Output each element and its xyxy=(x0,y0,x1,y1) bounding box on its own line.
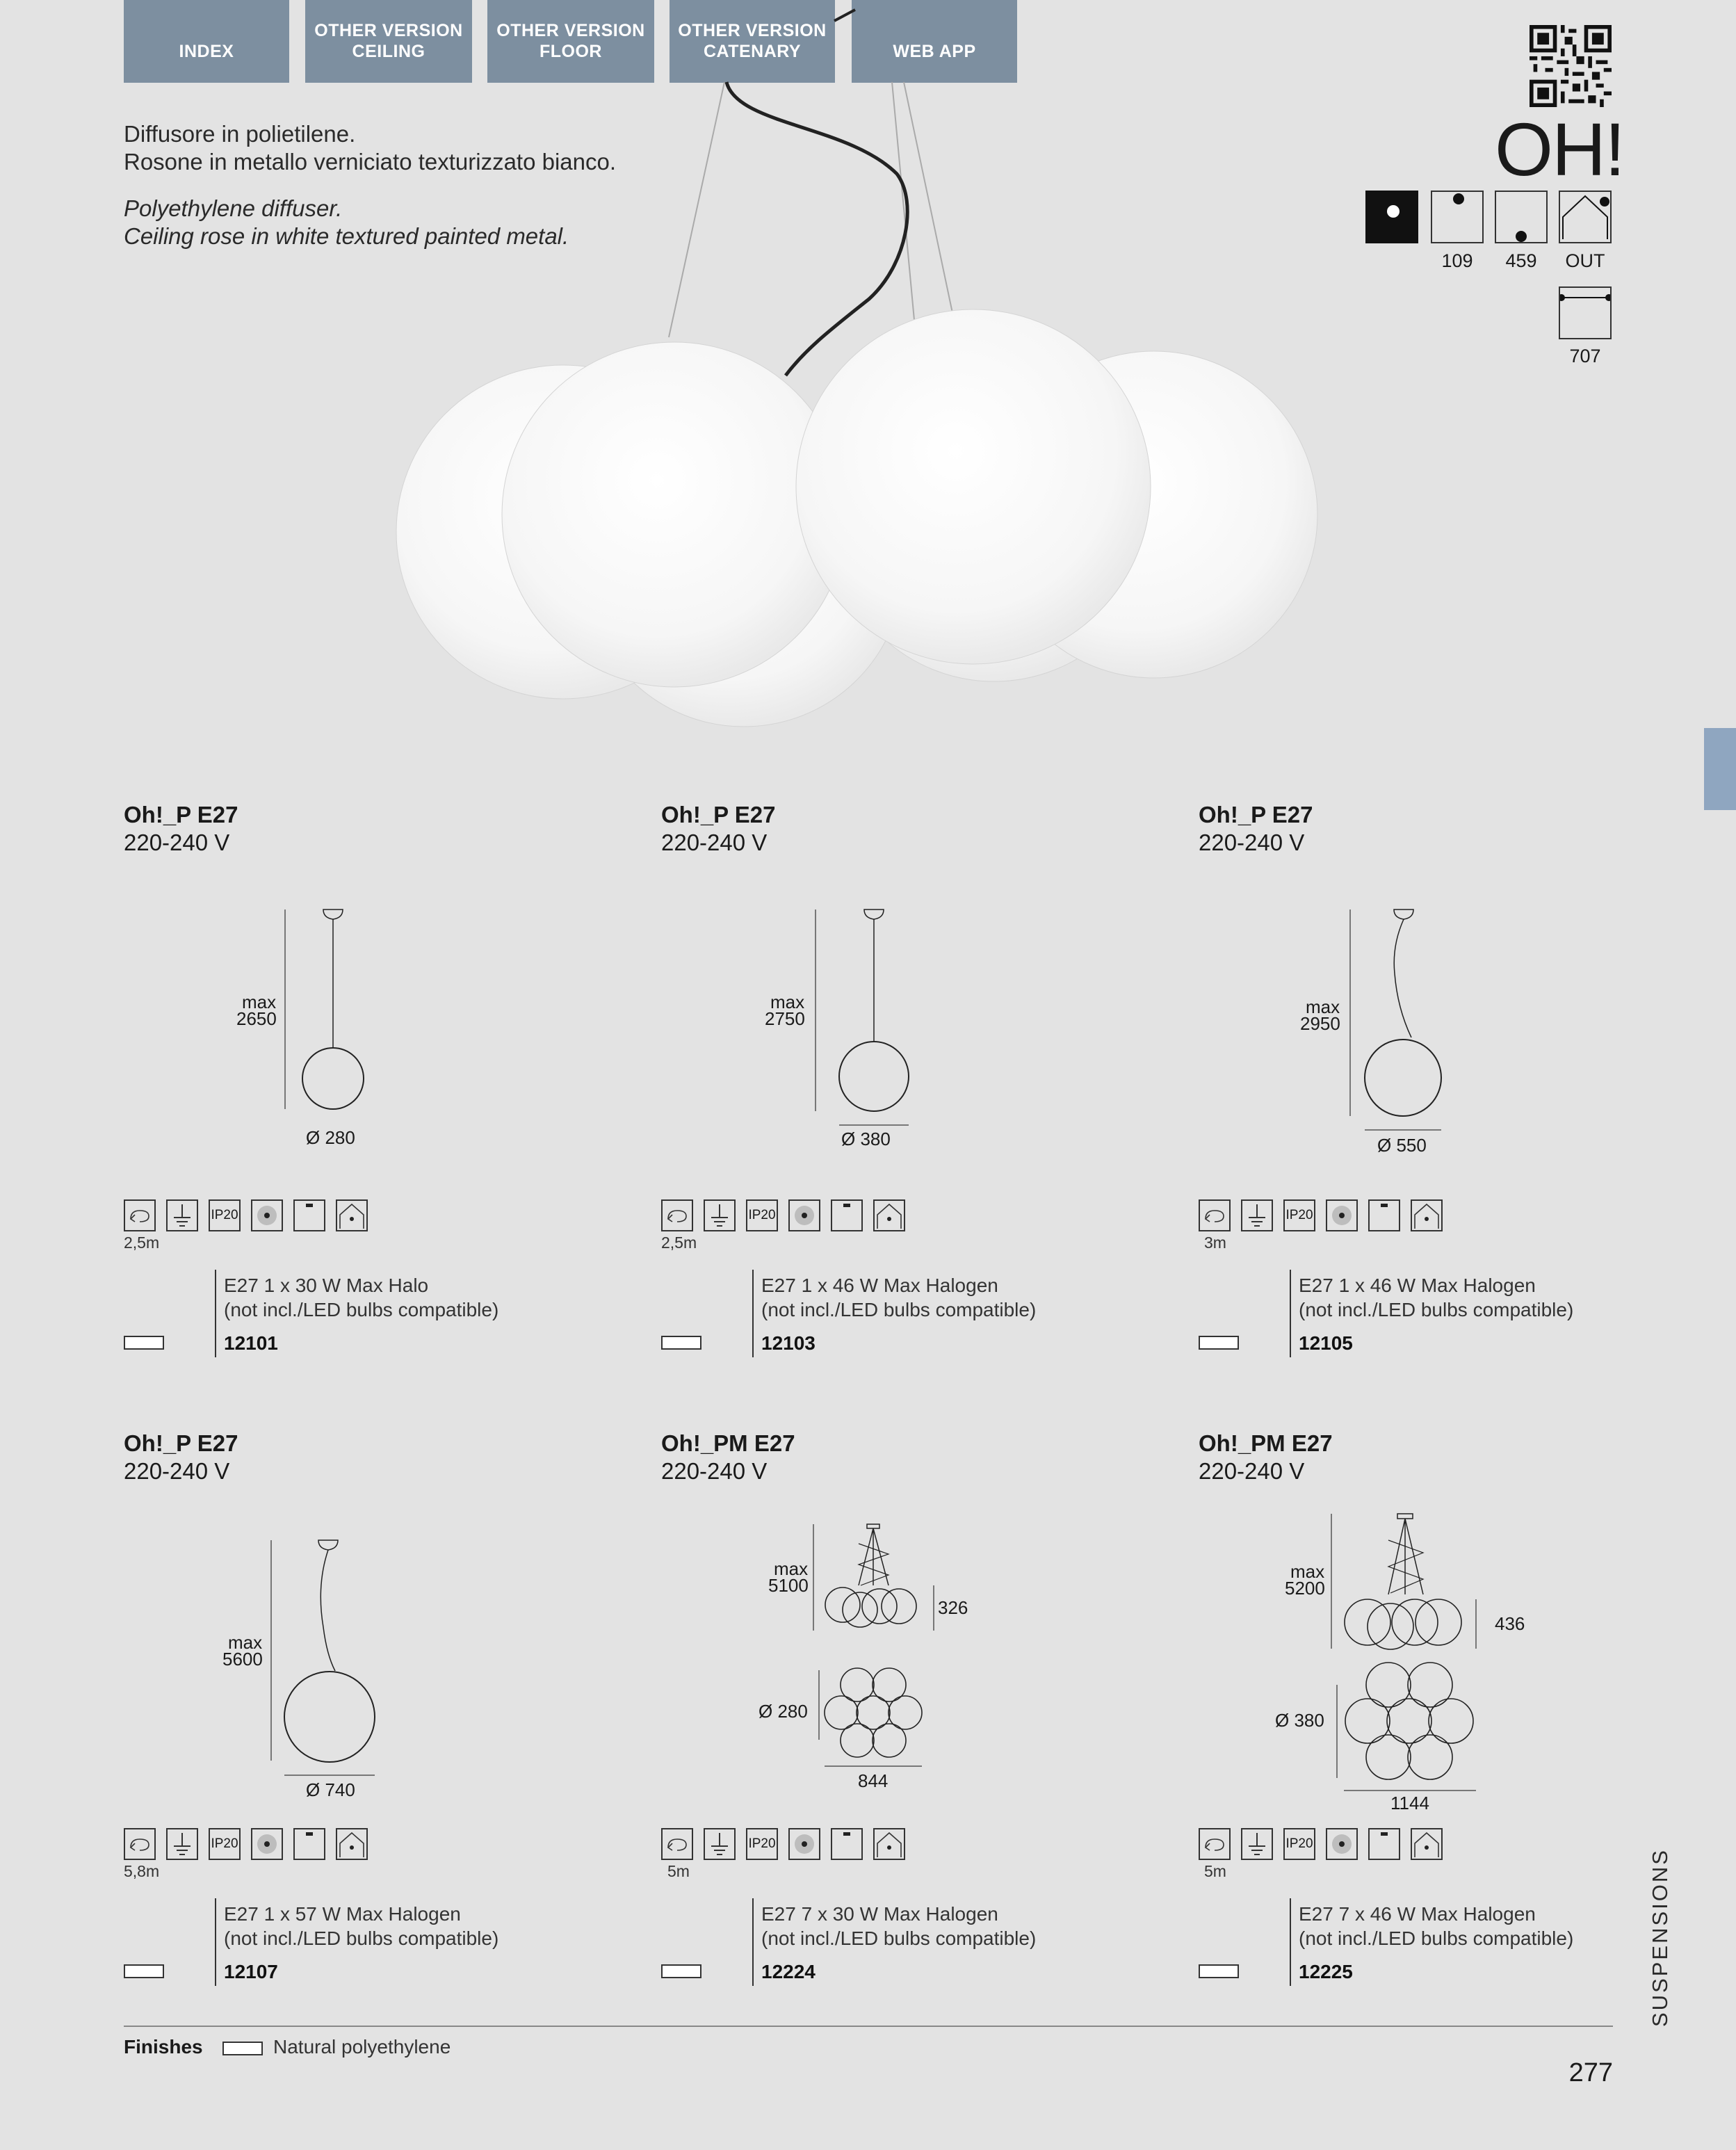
indoor-use-icon xyxy=(336,1828,368,1860)
ip-rating-icon: IP20 xyxy=(209,1828,241,1860)
indoor-use-icon xyxy=(1411,1828,1443,1860)
max-height: 2650 xyxy=(236,1008,277,1029)
item-voltage: 220-240 V xyxy=(124,830,230,855)
max-label: max xyxy=(1306,996,1340,1017)
item-drawing xyxy=(806,1516,946,1780)
spec-divider xyxy=(215,1270,216,1357)
ceiling-mount-icon xyxy=(293,1828,325,1860)
spec-note: (not incl./LED bulbs compatible) xyxy=(1299,1299,1574,1320)
ceiling-mount-icon xyxy=(1368,1199,1400,1231)
bulb-type-icon xyxy=(251,1828,283,1860)
ceiling-mount-icon xyxy=(1368,1828,1400,1860)
cable-length-icon xyxy=(1199,1199,1231,1231)
finish-name: Natural polyethylene xyxy=(273,2036,451,2058)
page-number: 277 xyxy=(1568,2058,1613,2087)
finish-swatch xyxy=(1199,1336,1239,1350)
nav-line2: CEILING xyxy=(352,42,425,61)
ip-rating-icon: IP20 xyxy=(209,1199,241,1231)
indoor-use-icon xyxy=(873,1199,905,1231)
cable-length-icon xyxy=(124,1828,156,1860)
spec-divider xyxy=(215,1898,216,1986)
ceiling-mount-icon xyxy=(293,1199,325,1231)
nav-line1: OTHER VERSION xyxy=(496,21,645,40)
max-label: max xyxy=(770,992,805,1012)
mount-code: 707 xyxy=(1569,346,1601,366)
max-label: max xyxy=(242,992,277,1012)
intro-italian-1: Diffusore in polietilene. xyxy=(124,121,356,147)
product-hero-image xyxy=(0,0,1736,765)
section-label: SUSPENSIONS xyxy=(1648,1848,1672,2027)
ceiling-mount-icon xyxy=(831,1828,863,1860)
max-height: 5100 xyxy=(768,1575,809,1596)
product-title: OH! xyxy=(1495,107,1625,191)
cable-length: 2,5m xyxy=(661,1234,697,1252)
intro-english-2: Ceiling rose in white textured painted metal. xyxy=(124,223,569,249)
finish-swatch xyxy=(661,1336,701,1350)
max-label: max xyxy=(774,1558,809,1579)
diameter: Ø 280 xyxy=(306,1127,355,1148)
item-voltage: 220-240 V xyxy=(124,1458,230,1484)
cluster-width: 1144 xyxy=(1390,1793,1429,1813)
spec-divider xyxy=(752,1898,754,1986)
mount-code: 109 xyxy=(1441,250,1473,271)
intro-english-1: Polyethylene diffuser. xyxy=(124,195,343,221)
cable-length: 5,8m xyxy=(124,1862,160,1880)
product-code: 12105 xyxy=(1299,1332,1353,1354)
item-drawing xyxy=(1324,1505,1491,1797)
indoor-use-icon xyxy=(1411,1199,1443,1231)
diameter: Ø 740 xyxy=(306,1779,355,1800)
item-voltage: 220-240 V xyxy=(1199,1458,1305,1484)
spec-bulb: E27 7 x 30 W Max Halogen xyxy=(761,1903,998,1925)
product-code: 12225 xyxy=(1299,1961,1353,1982)
finish-swatch xyxy=(1199,1964,1239,1978)
product-code: 12107 xyxy=(224,1961,278,1982)
bulb-type-icon xyxy=(788,1828,820,1860)
spec-note: (not incl./LED bulbs compatible) xyxy=(224,1299,499,1320)
item-voltage: 220-240 V xyxy=(661,830,768,855)
finish-swatch xyxy=(222,2042,263,2055)
indoor-use-icon xyxy=(336,1199,368,1231)
finishes-label: Finishes xyxy=(124,2036,203,2058)
cable-length-icon xyxy=(661,1199,693,1231)
footer-divider xyxy=(124,2026,1613,2027)
item-drawing xyxy=(1342,904,1453,1140)
spec-bulb: E27 7 x 46 W Max Halogen xyxy=(1299,1903,1536,1925)
spec-bulb: E27 1 x 57 W Max Halogen xyxy=(224,1903,461,1925)
cluster-height: 326 xyxy=(938,1597,968,1618)
max-height: 2750 xyxy=(765,1008,805,1029)
spec-bulb: E27 1 x 46 W Max Halogen xyxy=(1299,1275,1536,1296)
item-voltage: 220-240 V xyxy=(1199,830,1305,855)
cable-length: 5m xyxy=(1204,1862,1226,1880)
ip-rating-icon: IP20 xyxy=(746,1199,778,1231)
nav-line2: INDEX xyxy=(179,42,234,61)
nav-line1: OTHER VERSION xyxy=(314,21,463,40)
cable-length-icon xyxy=(124,1199,156,1231)
spec-note: (not incl./LED bulbs compatible) xyxy=(761,1927,1037,1949)
item-name: Oh!_P E27 xyxy=(124,1430,238,1456)
product-code: 12224 xyxy=(761,1961,816,1982)
bulb-type-icon xyxy=(251,1199,283,1231)
max-height: 2950 xyxy=(1300,1013,1340,1034)
item-name: Oh!_P E27 xyxy=(661,802,776,827)
diameter: Ø 380 xyxy=(841,1129,891,1149)
item-name: Oh!_P E27 xyxy=(1199,802,1313,827)
ip-rating-icon: IP20 xyxy=(746,1828,778,1860)
ceiling-mount-icon xyxy=(831,1199,863,1231)
earth-ground-icon xyxy=(704,1828,736,1860)
spec-note: (not incl./LED bulbs compatible) xyxy=(224,1927,499,1949)
finish-swatch xyxy=(661,1964,701,1978)
indoor-use-icon xyxy=(873,1828,905,1860)
diameter: Ø 550 xyxy=(1377,1135,1427,1156)
cluster-width: 844 xyxy=(858,1770,889,1791)
item-drawing xyxy=(271,904,382,1120)
finish-swatch xyxy=(124,1336,164,1350)
cable-length-icon xyxy=(1199,1828,1231,1860)
item-name: Oh!_P E27 xyxy=(124,802,238,827)
item-name: Oh!_PM E27 xyxy=(661,1430,795,1456)
earth-ground-icon xyxy=(704,1199,736,1231)
spec-bulb: E27 1 x 46 W Max Halogen xyxy=(761,1275,998,1296)
intro-italian-2: Rosone in metallo verniciato texturizzato bianco. xyxy=(124,149,617,175)
spec-divider xyxy=(752,1270,754,1357)
item-drawing xyxy=(806,904,918,1133)
earth-ground-icon xyxy=(1241,1199,1273,1231)
max-label: max xyxy=(228,1632,263,1653)
item-voltage: 220-240 V xyxy=(661,1458,768,1484)
product-code: 12103 xyxy=(761,1332,816,1354)
item-drawing xyxy=(257,1530,389,1794)
spec-note: (not incl./LED bulbs compatible) xyxy=(761,1299,1037,1320)
diameter: Ø 380 xyxy=(1275,1710,1324,1731)
cable-length-icon xyxy=(661,1828,693,1860)
max-height: 5600 xyxy=(222,1649,263,1670)
nav-line2: WEB APP xyxy=(893,42,976,61)
ip-rating-icon: IP20 xyxy=(1283,1828,1315,1860)
nav-line2: CATENARY xyxy=(703,42,802,61)
spec-divider xyxy=(1290,1898,1291,1986)
spec-note: (not incl./LED bulbs compatible) xyxy=(1299,1927,1574,1949)
bulb-type-icon xyxy=(788,1199,820,1231)
earth-ground-icon xyxy=(1241,1828,1273,1860)
max-height: 5200 xyxy=(1285,1578,1325,1599)
mount-code: 459 xyxy=(1505,250,1537,271)
cable-length: 3m xyxy=(1204,1234,1226,1252)
cluster-height: 436 xyxy=(1495,1613,1525,1634)
cable-length: 2,5m xyxy=(124,1234,160,1252)
ip-rating-icon: IP20 xyxy=(1283,1199,1315,1231)
nav-line2: FLOOR xyxy=(540,42,602,61)
cable-length: 5m xyxy=(667,1862,690,1880)
mount-code: OUT xyxy=(1565,250,1605,271)
bulb-type-icon xyxy=(1326,1828,1358,1860)
spec-divider xyxy=(1290,1270,1291,1357)
max-label: max xyxy=(1290,1561,1325,1582)
finish-swatch xyxy=(124,1964,164,1978)
section-tab[interactable] xyxy=(1704,728,1736,810)
nav-line1: OTHER VERSION xyxy=(678,21,827,40)
product-code: 12101 xyxy=(224,1332,278,1354)
bulb-type-icon xyxy=(1326,1199,1358,1231)
earth-ground-icon xyxy=(166,1199,198,1231)
item-name: Oh!_PM E27 xyxy=(1199,1430,1333,1456)
earth-ground-icon xyxy=(166,1828,198,1860)
spec-bulb: E27 1 x 30 W Max Halo xyxy=(224,1275,429,1296)
diameter: Ø 280 xyxy=(759,1701,808,1722)
